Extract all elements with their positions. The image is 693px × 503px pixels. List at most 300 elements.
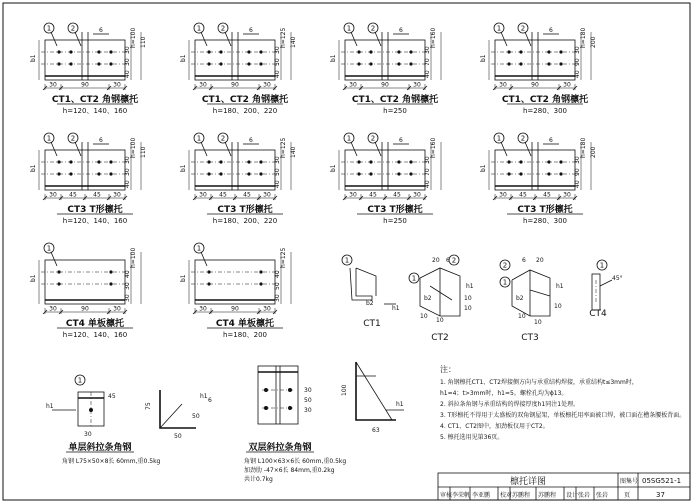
- dim-value: 50: [174, 433, 182, 440]
- dim-value: 63: [372, 427, 380, 434]
- leader-line: [525, 142, 531, 156]
- signature-cell: 李亚鹏: [472, 492, 491, 499]
- double-bracing: [244, 362, 404, 483]
- leader-line: [501, 142, 507, 156]
- drawing-subtitle: h=280、300: [522, 107, 568, 115]
- dim-value: 30: [199, 305, 207, 313]
- bolt-hole: [109, 62, 112, 65]
- dim-value: 6: [208, 397, 212, 404]
- b1-label: b1: [480, 164, 487, 172]
- bolt-hole: [109, 160, 112, 163]
- bolt-hole: [507, 62, 510, 65]
- bolt-hole: [264, 406, 268, 410]
- bolt-hole: [207, 270, 210, 273]
- dim-value: 40: [274, 180, 281, 188]
- signature-cell: 审核: [440, 492, 453, 499]
- b1-label: b1: [180, 164, 187, 172]
- dim-value: 30: [124, 156, 131, 164]
- dim-value: 30: [274, 46, 281, 54]
- leader-line: [51, 142, 57, 156]
- h1-label: h1: [396, 401, 404, 408]
- angle-depth: [356, 268, 376, 296]
- dim-value: 10: [534, 319, 542, 326]
- dim-value: 45: [393, 191, 401, 199]
- part-marker-number: 1: [346, 24, 352, 33]
- part-marker-number: 1: [344, 256, 350, 265]
- weld-size: 6: [99, 27, 103, 34]
- bolt-hole: [357, 172, 360, 175]
- dim-value: 100: [341, 384, 348, 396]
- signature-cell: 苏鹏程: [538, 492, 557, 499]
- dim-value: 30: [274, 156, 281, 164]
- leader-line: [225, 32, 231, 46]
- leader-line: [51, 32, 57, 46]
- h1-label: h1: [200, 393, 208, 400]
- dim-value: 30: [84, 431, 92, 438]
- height-dim: h=100: [130, 247, 137, 268]
- bolt-hole: [57, 50, 60, 53]
- part-marker-number: 1: [496, 134, 502, 143]
- dim-value: 30: [413, 191, 421, 199]
- drawing-title: CT1、CT2 角钢檩托: [201, 95, 289, 105]
- bolt-hole: [547, 160, 550, 163]
- bolt-hole: [109, 172, 112, 175]
- h1-label: h1: [556, 283, 564, 290]
- dim-value: 30: [274, 294, 281, 302]
- dim-value: 10: [464, 295, 472, 302]
- drawing-subtitle: h=120、140、160: [62, 107, 128, 115]
- height-dim: h=100: [130, 137, 137, 158]
- dim-value: 30: [113, 81, 121, 89]
- dim-value: 30: [424, 46, 431, 54]
- drawing-subtitle: h=180、200: [222, 331, 268, 339]
- plate-drawing-4: [480, 23, 597, 115]
- dim-value: 30: [124, 46, 131, 54]
- dim-value: 30: [349, 81, 357, 89]
- bolt-hole: [57, 282, 60, 285]
- h1-label: h1: [46, 403, 54, 410]
- part-marker-number: 1: [346, 134, 352, 143]
- bolt-hole: [559, 172, 562, 175]
- angle-label: 45°: [612, 275, 623, 282]
- plate-drawing-8: [480, 133, 597, 225]
- view-label: CT3: [521, 333, 539, 343]
- drawing-title: CT3 T形檩托: [67, 205, 123, 215]
- drawing-subtitle: h=180、200、220: [212, 217, 278, 225]
- bolt-hole: [207, 172, 210, 175]
- bolt-hole: [507, 160, 510, 163]
- dim-value: 45: [108, 393, 116, 400]
- dim-value: 6: [446, 257, 450, 264]
- single-bracing: [46, 375, 212, 465]
- part-marker-number: 1: [46, 244, 52, 253]
- bolt-hole: [219, 172, 222, 175]
- dim-value: 30: [124, 168, 131, 176]
- dim-value: 30: [113, 305, 121, 313]
- height-dim: 140: [290, 146, 297, 158]
- part-marker-number: 1: [77, 376, 83, 385]
- bolt-hole: [219, 160, 222, 163]
- bolt-hole: [259, 50, 262, 53]
- bracing-spec: 加劲肋 -47×6长 84mm,重0.2kg: [244, 467, 335, 474]
- bolt-hole: [559, 62, 562, 65]
- bracing-title: 单层斜拉条角钢: [68, 443, 132, 453]
- bolt-hole: [547, 50, 550, 53]
- bolt-hole: [369, 62, 372, 65]
- bolt-hole: [57, 62, 60, 65]
- part-marker-number: 2: [220, 24, 226, 33]
- dim-value: 70: [424, 168, 431, 176]
- bracing-spec: 共计0.7kg: [244, 476, 273, 483]
- height-dim: 110: [140, 146, 147, 158]
- h1-label: h1: [392, 305, 400, 312]
- bolt-hole: [409, 62, 412, 65]
- dim-value: 30: [304, 387, 312, 394]
- leader-line: [75, 32, 81, 46]
- bolt-hole: [357, 50, 360, 53]
- drawing-subtitle: h=180、200、220: [212, 107, 278, 115]
- height-dim: 200: [590, 146, 597, 158]
- dim-value: 20: [432, 257, 440, 264]
- dim-value: 30: [304, 407, 312, 414]
- drawing-title: CT3 T形檩托: [217, 205, 273, 215]
- dim-value: 50: [274, 168, 281, 176]
- height-dim: 200: [590, 36, 597, 48]
- drawing-title: CT1、CT2 角钢檩托: [51, 95, 139, 105]
- bolt-hole: [97, 172, 100, 175]
- bolt-hole: [397, 172, 400, 175]
- iso-ct1: [342, 255, 400, 329]
- drawing-subtitle: h=280、300: [522, 217, 568, 225]
- dim-value: 50: [192, 413, 200, 420]
- plate-drawing-5: [30, 133, 147, 225]
- title-block: [438, 473, 690, 500]
- dim-value: 30: [113, 191, 121, 199]
- bolt-hole: [507, 50, 510, 53]
- part-marker-number: 1: [196, 134, 202, 143]
- drawing-subtitle: h=250: [383, 217, 407, 225]
- dim-value: 20: [536, 257, 544, 264]
- bolt-hole: [57, 160, 60, 163]
- plate-drawing-3: [330, 23, 441, 115]
- plate-drawing-1: [30, 23, 147, 115]
- note-line: 5. 檩托选用见第36页。: [440, 434, 504, 441]
- dim-value: 90: [231, 305, 239, 313]
- part-marker-number: 2: [220, 134, 226, 143]
- dim-value: 10: [518, 313, 526, 320]
- leader-line: [375, 142, 381, 156]
- weld-size: 6: [549, 137, 553, 144]
- dim-value: 30: [413, 81, 421, 89]
- drawing-title: CT3 T形檩托: [517, 205, 573, 215]
- signature-cell: 张岩: [596, 492, 609, 499]
- dim-value: 40: [124, 270, 131, 278]
- bolt-hole: [397, 50, 400, 53]
- drawing-title-text: 檩托详图: [509, 477, 547, 487]
- dim-value: 40: [424, 180, 431, 188]
- page-label: 页: [624, 492, 631, 499]
- leader-line: [75, 142, 81, 156]
- dim-value: 90: [81, 305, 89, 313]
- height-dim: h=180: [580, 27, 587, 48]
- part-marker-number: 1: [46, 24, 52, 33]
- plate-outline: [45, 260, 125, 304]
- signature-cell: 设计: [566, 492, 579, 499]
- page-number: 37: [656, 491, 665, 499]
- isometric-views: [342, 255, 623, 343]
- leader-line: [525, 32, 531, 46]
- height-dim: h=125: [280, 137, 287, 158]
- part-marker-number: 1: [502, 278, 508, 287]
- drawing-subtitle: h=120、140、160: [62, 217, 128, 225]
- dim-value: 30: [199, 81, 207, 89]
- bolt-hole: [507, 172, 510, 175]
- note-line: 3. T形檩托不得用于太盛板的双角钢屋架，单板檩托用率面被口焊，被口面在槽条腰板背面。: [440, 412, 686, 419]
- part-marker-number: 2: [502, 261, 508, 270]
- bolt-hole: [97, 160, 100, 163]
- angle-face: [258, 366, 298, 424]
- leader-line: [351, 142, 357, 156]
- dim-value: 75: [145, 402, 152, 410]
- dim-value: 45: [219, 191, 227, 199]
- bolt-hole: [409, 160, 412, 163]
- bolt-hole: [207, 50, 210, 53]
- part-marker-number: 2: [520, 24, 526, 33]
- dim-value: 50: [304, 397, 312, 404]
- dim-value: 30: [263, 191, 271, 199]
- drawing-title: CT4 单板檩托: [65, 319, 125, 329]
- tee-outline: [512, 270, 550, 316]
- plate-outline: [195, 260, 275, 304]
- height-dim: h=100: [130, 27, 137, 48]
- dim-value: 45: [519, 191, 527, 199]
- leader-line: [375, 32, 381, 46]
- part-marker-number: 1: [599, 261, 605, 270]
- bolt-hole: [109, 270, 112, 273]
- leader-line: [201, 142, 207, 156]
- bolt-hole: [109, 50, 112, 53]
- part-marker-number: 2: [70, 24, 76, 33]
- dim-value: 45: [93, 191, 101, 199]
- b1-label: b1: [180, 274, 187, 282]
- part-marker-number: 1: [196, 24, 202, 33]
- bracing-spec: 角钢 L75×50×8长 60mm,重0.5kg: [62, 458, 161, 465]
- bolt-hole: [264, 388, 268, 392]
- bolt-hole: [409, 50, 412, 53]
- dim-value: 50: [274, 282, 281, 290]
- view-label: CT2: [431, 333, 449, 343]
- note-line: 2. 斜拉条角钢与承重结构的焊接厚度h1同注1处理。: [440, 401, 580, 408]
- dim-value: 30: [499, 81, 507, 89]
- angle-side: [356, 362, 396, 420]
- leader-line: [351, 32, 357, 46]
- stiffener-diagonal: [356, 362, 392, 420]
- drawing-title: CT3 T形檩托: [367, 205, 423, 215]
- part-marker-number: 2: [370, 24, 376, 33]
- dim-value: 10: [554, 303, 562, 310]
- part-marker-number: 1: [196, 244, 202, 253]
- b1-label: b1: [330, 54, 337, 62]
- dim-value: 45: [543, 191, 551, 199]
- dim-value: 45: [243, 191, 251, 199]
- dim-value: 30: [563, 191, 571, 199]
- signature-cell: 苏鹏程: [512, 492, 531, 499]
- dim-value: 40: [574, 70, 581, 78]
- drawing-subtitle: h=250: [383, 107, 407, 115]
- dim-value: 30: [574, 46, 581, 54]
- plate-drawing-2: [180, 23, 297, 115]
- bolt-hole: [247, 62, 250, 65]
- drawing-title: CT4 单板檩托: [215, 319, 275, 329]
- drawing-subtitle: h=120、140、160: [62, 331, 128, 339]
- bolt-hole: [57, 270, 60, 273]
- bolt-hole: [559, 160, 562, 163]
- dim-value: 6: [522, 257, 526, 264]
- plate-drawing-10: [180, 243, 291, 339]
- h1-label: h1: [466, 283, 474, 290]
- dim-value: 30: [563, 81, 571, 89]
- bolt-hole: [207, 160, 210, 163]
- height-dim: 140: [290, 36, 297, 48]
- b1-label: b1: [180, 54, 187, 62]
- leader-line: [201, 252, 207, 266]
- signature-cell: 校对: [500, 492, 513, 499]
- b1-label: b1: [480, 54, 487, 62]
- atlas-number: 05SG521-1: [642, 477, 682, 485]
- bolt-hole: [547, 62, 550, 65]
- leader-line: [501, 32, 507, 46]
- note-line: 4. CT1、CT2图中，加劲板仅用于CT2。: [440, 423, 549, 430]
- bolt-hole: [259, 160, 262, 163]
- plate-drawing-9: [30, 243, 141, 339]
- part-marker-number: 2: [451, 256, 457, 265]
- note-line: 1. 角钢檩托CT1、CT2焊接侧方向与承重结构焊接，承重结构t≤3mm时，: [440, 379, 638, 386]
- dim-value: 30: [349, 191, 357, 199]
- bolt-hole: [519, 172, 522, 175]
- bolt-hole: [219, 62, 222, 65]
- bolt-hole: [247, 160, 250, 163]
- plate-drawing-7: [330, 133, 441, 225]
- dim-value: 30: [499, 191, 507, 199]
- bracing-angles: [46, 362, 404, 483]
- dim-value: 90: [81, 81, 89, 89]
- dim-value: 40: [124, 180, 131, 188]
- notes-heading: 注：: [440, 365, 456, 374]
- b1-label: b1: [30, 54, 37, 62]
- bolt-hole: [547, 172, 550, 175]
- dim-value: 30: [49, 191, 57, 199]
- bolt-hole: [207, 282, 210, 285]
- bolt-hole: [369, 50, 372, 53]
- stiffener-line: [530, 290, 550, 296]
- height-dim: h=160: [430, 27, 437, 48]
- bolt-hole: [357, 160, 360, 163]
- dim-value: 30: [199, 191, 207, 199]
- part-marker-number: 2: [370, 134, 376, 143]
- b2-label: b2: [366, 300, 374, 307]
- bolt-hole: [559, 50, 562, 53]
- b2-label: b2: [516, 295, 524, 302]
- dim-value: 90: [574, 58, 581, 66]
- bolt-hole: [357, 62, 360, 65]
- weld-size: 6: [249, 137, 253, 144]
- drawing-title: CT1、CT2 角钢檩托: [351, 95, 439, 105]
- dim-value: 90: [574, 168, 581, 176]
- dim-value: 40: [274, 70, 281, 78]
- dim-value: 40: [424, 70, 431, 78]
- iso-ct2: [409, 255, 474, 343]
- height-dim: h=125: [280, 247, 287, 268]
- weld-size: 6: [99, 137, 103, 144]
- bolt-hole: [259, 172, 262, 175]
- bolt-hole: [519, 62, 522, 65]
- drawing-title: CT1、CT2 角钢檩托: [501, 95, 589, 105]
- dim-value: 30: [49, 81, 57, 89]
- bolt-hole: [519, 160, 522, 163]
- bolt-hole: [207, 62, 210, 65]
- dim-value: 30: [263, 81, 271, 89]
- iso-ct4: [589, 260, 622, 319]
- stiffener-line: [430, 286, 452, 300]
- bolt-hole: [288, 388, 292, 392]
- bolt-hole: [288, 406, 292, 410]
- bolt-hole: [247, 50, 250, 53]
- bolt-hole: [57, 172, 60, 175]
- dim-value: 40: [124, 70, 131, 78]
- bolt-hole: [97, 50, 100, 53]
- part-marker-number: 1: [46, 134, 52, 143]
- dim-value: 40: [274, 270, 281, 278]
- bolt-hole: [69, 62, 72, 65]
- dim-value: 30: [574, 156, 581, 164]
- leader-line: [51, 252, 57, 266]
- height-dim: h=125: [280, 27, 287, 48]
- weld-size: 6: [249, 27, 253, 34]
- signature-cell: 张岩: [578, 492, 591, 499]
- dim-value: 30: [124, 282, 131, 290]
- b2-label: b2: [424, 295, 432, 302]
- bracing-title: 双层斜拉条角钢: [248, 443, 312, 453]
- dim-value: 30: [49, 305, 57, 313]
- dim-value: 10: [436, 317, 444, 324]
- dim-value: 30: [263, 305, 271, 313]
- bolt-hole: [247, 172, 250, 175]
- atlas-label: 图集号: [620, 478, 639, 485]
- part-marker-number: 1: [496, 24, 502, 33]
- bolt-hole: [109, 282, 112, 285]
- part-marker-number: 2: [70, 134, 76, 143]
- view-label: CT4: [589, 309, 607, 319]
- bolt-hole: [259, 270, 262, 273]
- bracing-spec: 角钢 L100×63×6长 60mm,重0.5kg: [244, 458, 347, 465]
- bolt-hole: [69, 50, 72, 53]
- dim-value: 30: [124, 58, 131, 66]
- bolt-hole: [369, 160, 372, 163]
- part-marker-number: 1: [411, 274, 417, 283]
- dim-value: 50: [274, 58, 281, 66]
- dim-value: 45: [369, 191, 377, 199]
- iso-ct3: [500, 257, 564, 343]
- dim-value: 90: [231, 81, 239, 89]
- dim-value: 90: [531, 81, 539, 89]
- bolt-hole: [259, 282, 262, 285]
- plate-drawing-6: [180, 133, 297, 225]
- leader-line: [225, 142, 231, 156]
- notes-block: [440, 364, 685, 441]
- view-label: CT1: [363, 319, 381, 329]
- leader-line: [201, 32, 207, 46]
- bolt-hole: [69, 160, 72, 163]
